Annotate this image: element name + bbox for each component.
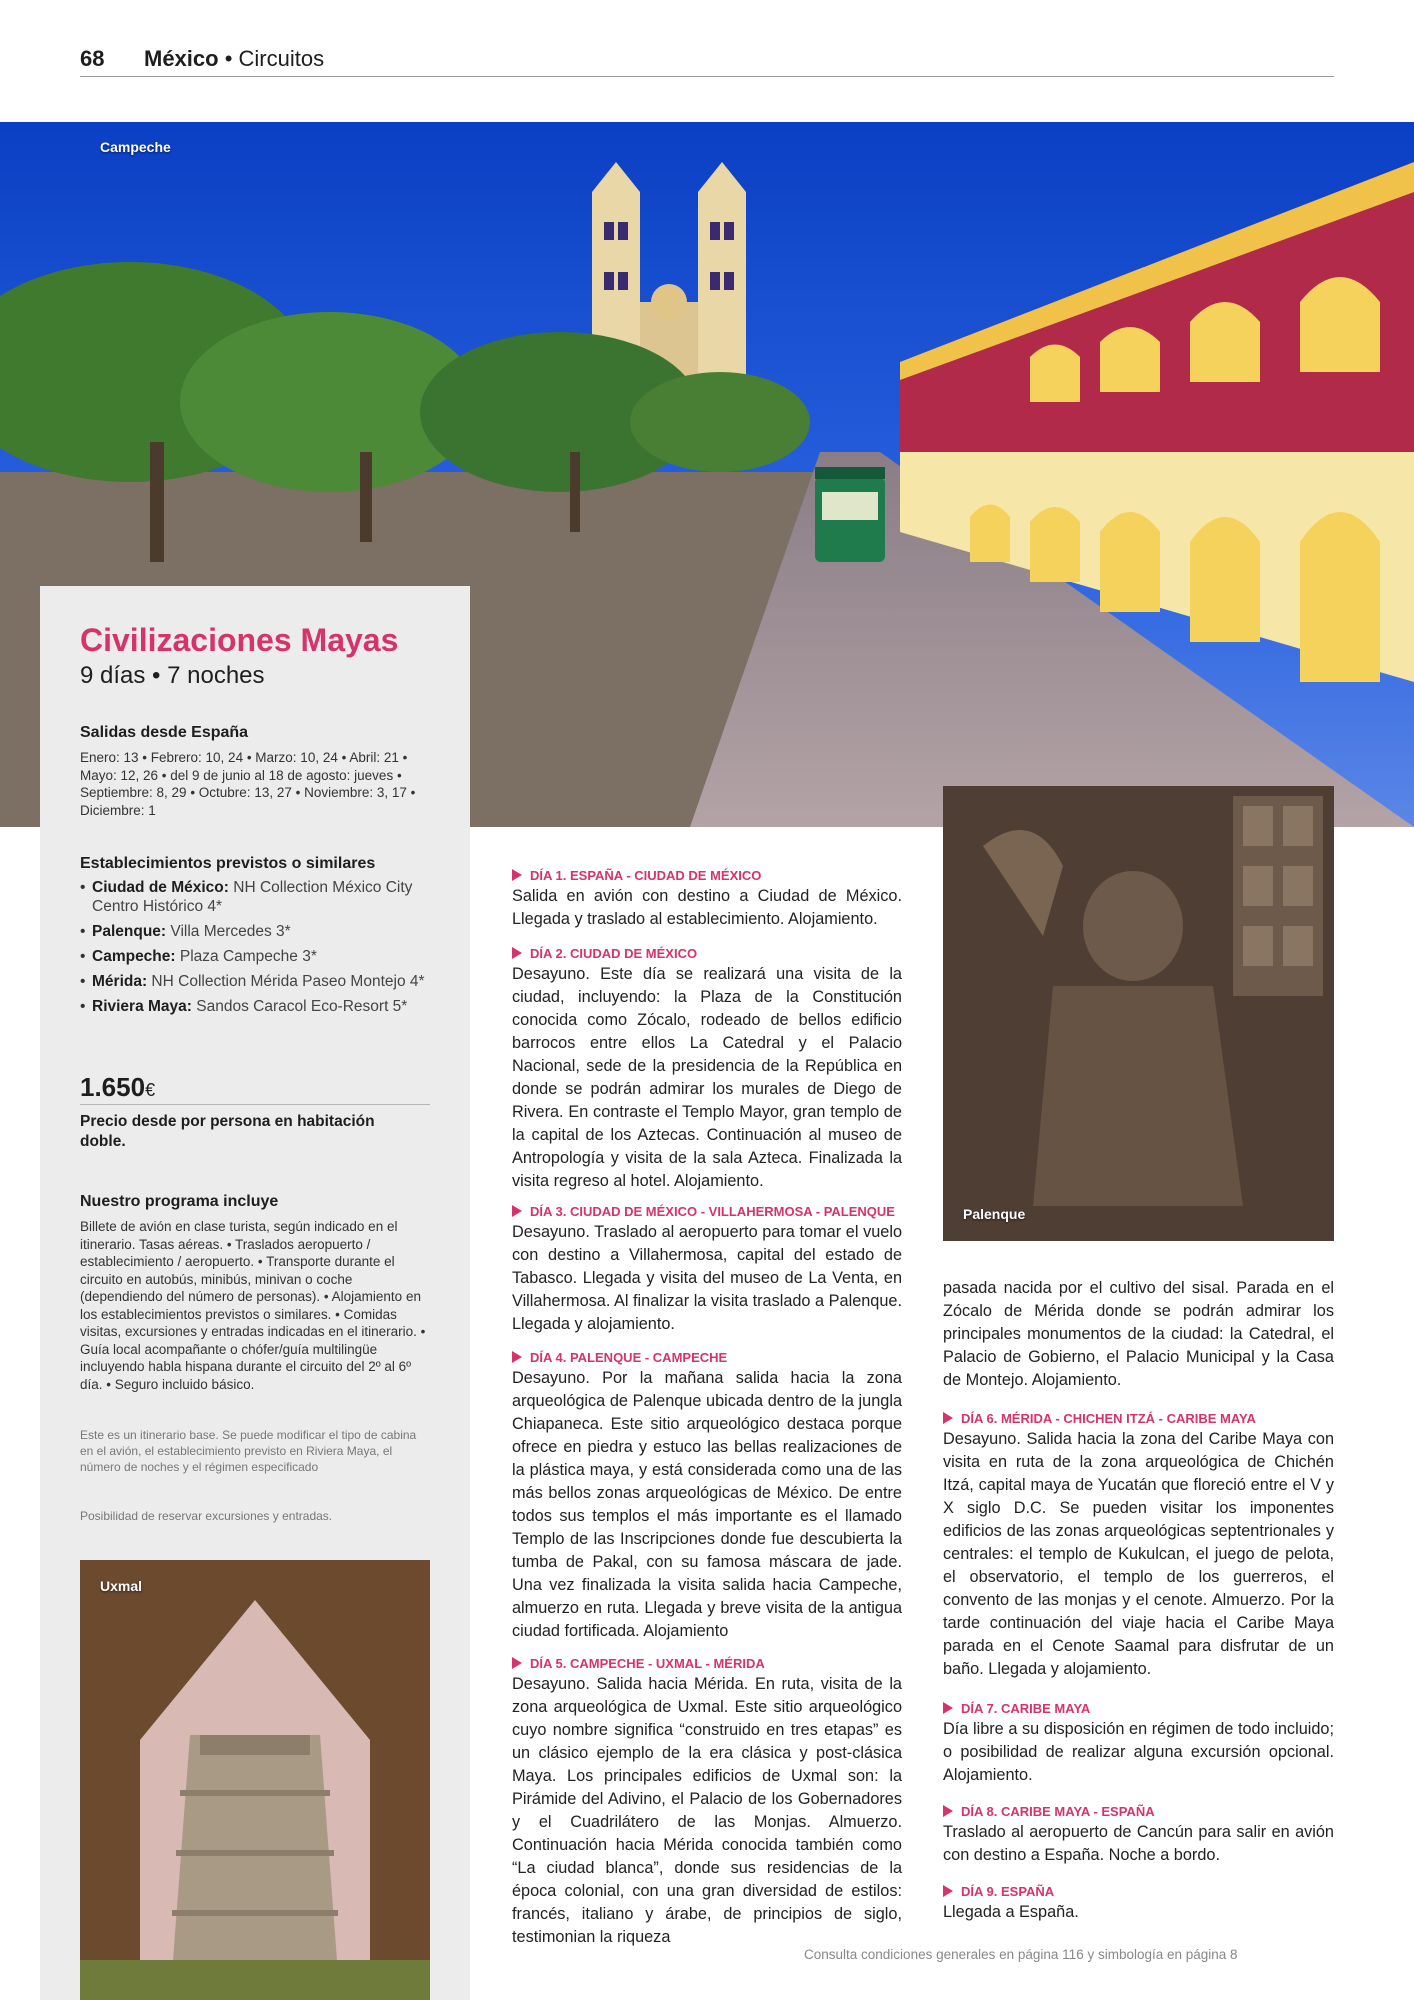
includes-text: Billete de avión en clase turista, según indicado en el itinerario. Tasas aéreas. • Traslados aeropuerto / establecimiento / aeropuerto. • Transporte durante el circuito en autobús, minibús, minivan o coche (dependiendo del número de personas). • Alojamiento en los establecimientos previstos o similares. • Comidas visitas, excursiones y entradas indicadas en el itinerario. • Guía local acompañante o chófer/guía multilingüe incluyendo habla hispana durante el circuito del 2º al 6º día. • Seguro incluido básico. [80,1219,426,1392]
uxmal-photo [80,1560,430,2000]
hotel-city: Riviera Maya: [92,998,192,1015]
excursions-note: Posibilidad de reservar excursiones y entradas. [80,1509,333,1523]
page-header [80,44,1334,77]
arrow-icon [512,947,522,959]
day-title: DÍA 1. ESPAÑA - CIUDAD DE MÉXICO [530,868,762,883]
hotel-city: Campeche: [92,948,176,965]
country-label: México [144,46,219,71]
day-text: Desayuno. Por la mañana salida hacia la zona arqueológica de Palenque ubicada dentro de la jungla Chiapaneca. Este sitio arqueológico destaca porque ofrece en piedra y estuco las bellas realizaciones de la plástica maya, y está considerada como una de las más bellos zonas arqueológicas de México. De entre todos sus templos el más importante es el llamado Templo de las Inscripciones donde fue descubierta la tumba de Pakal, con su famosa máscara de jade. Una vez finalizada la visita salida hacia Campeche, almuerzo en ruta. Llegada y breve visita de la antigua ciudad fortificada. Alojamiento [512,1369,902,1640]
hotel-item [80,947,430,966]
includes-heading: Nuestro programa incluye [80,1193,279,1210]
day-title: DÍA 8. CARIBE MAYA - ESPAÑA [961,1804,1155,1819]
day-heading [512,1656,902,1671]
page-number: 68 [80,46,105,71]
hotel-name: Plaza Campeche 3* [175,948,317,965]
day-text: Desayuno. Salida hacia Mérida. En ruta, visita de la zona arqueológica de Uxmal. Este sitio arqueológico cuyo nombre significa “construido en tres etapas” es un clásico ejemplo de la era clásica y post-clásica Maya. Los principales edificios de Uxmal son: la Pirámide del Adivino, el Palacio de los Gobernadores y el Cuadrilátero de las Monjas. Almuerzo. Continuación hacia Mérida conocida también como “La ciudad blanca”, donde sus residencias de la época colonial, con una gran diversidad de estilos: francés, italiano y árabe, de principios de siglo, testimonian la riqueza [512,1675,902,1946]
day-text: Desayuno. Este día se realizará una visita de la ciudad, incluyendo: la Plaza de la Constitución conocida como Zócalo, rodeado de bellos edificio barrocos entre ellos La Catedral y el Palacio Nacional, sede de la presidencia de la República en donde se podrán admirar los murales de Diego de Rivera. En contraste el Templo Mayor, gran templo de la capital de los Aztecas. Continuación al museo de Antropología y visita de la sala Azteca. Finalizada la visita regreso al hotel. Alojamiento. [512,965,902,1190]
arrow-icon [943,1885,953,1897]
arrow-icon [512,1351,522,1363]
day-heading [512,946,902,961]
arrow-icon [512,1657,522,1669]
day-title: DÍA 3. CIUDAD DE MÉXICO - VILLAHERMOSA - PALENQUE [530,1204,895,1219]
day-heading [512,1350,902,1365]
price-note: Precio desde por persona en habitación doble. [80,1113,375,1150]
day-text: Día libre a su disposición en régimen de todo incluido; o posibilidad de realizar alguna excursión opcional. Alojamiento. [943,1720,1334,1784]
day-title: DÍA 2. CIUDAD DE MÉXICO [530,946,698,961]
palenque-illustration [943,786,1334,1241]
day-text: Llegada a España. [943,1903,1079,1921]
day-heading [943,1804,1334,1819]
tour-title: Civilizaciones Mayas [80,622,399,658]
hotel-item [80,997,430,1016]
day-heading [943,1884,1334,1899]
arrow-icon [943,1702,953,1714]
section-label: Circuitos [238,46,325,71]
price-currency: € [145,1080,156,1100]
departures-heading: Salidas desde España [80,724,249,741]
hotels-heading: Establecimientos previstos o similares [80,855,376,872]
day-title: DÍA 6. MÉRIDA - CHICHEN ITZÁ - CARIBE MAYA [961,1411,1256,1426]
day-title: DÍA 7. CARIBE MAYA [961,1701,1091,1716]
hotel-name: Villa Mercedes 3* [166,923,291,940]
price-amount: 1.650 [80,1072,146,1102]
tour-duration: 9 días • 7 noches [80,662,265,689]
itinerary-note: Este es un itinerario base. Se puede modificar el tipo de cabina en el avión, el establecimiento previsto en Riviera Maya, el número de noches y el régimen especificado [80,1428,417,1474]
departures-text: Enero: 13 • Febrero: 10, 24 • Marzo: 10, 24 • Abril: 21 • Mayo: 12, 26 • del 9 de junio al 18 de agosto: jueves • Septiembre: 8, 29 • Octubre: 13, 27 • Noviembre: 3, 17 • Diciembre: 1 [80,750,416,818]
arrow-icon [512,869,522,881]
section-title [144,46,324,72]
day-title: DÍA 4. PALENQUE - CAMPECHE [530,1350,728,1365]
hotel-city: Palenque: [92,923,167,940]
day-heading [512,1204,902,1219]
day-title: DÍA 9. ESPAÑA [961,1884,1055,1899]
header-separator: • [218,46,239,71]
hotels-list [80,878,430,1022]
hero-caption: Campeche [100,139,171,155]
day-text-continued: pasada nacida por el cultivo del sisal. Parada en el Zócalo de Mérida donde se podrán admirar los principales monumentos de la ciudad: la Catedral, el Palacio de Gobierno, el Palacio Municipal y la Casa de Montejo. Alojamiento. [943,1279,1334,1389]
arrow-icon [943,1805,953,1817]
uxmal-caption: Uxmal [100,1578,143,1594]
tram [815,467,885,562]
arrow-icon [512,1205,522,1217]
hotel-item [80,922,430,941]
day-text: Traslado al aeropuerto de Cancún para salir en avión con destino a España. Noche a bordo. [943,1823,1334,1864]
palenque-caption: Palenque [963,1206,1026,1222]
day-text: Desayuno. Traslado al aeropuerto para tomar el vuelo con destino a Villahermosa, capital del estado de Tabasco. Llegada y visita del museo de La Venta, en Villahermosa. Al finalizar la visita traslado a Palenque. Llegada y alojamiento. [512,1223,902,1333]
arrow-icon [943,1412,953,1424]
day-text: Desayuno. Salida hacia la zona del Caribe Maya con visita en ruta de la zona arqueológica de Chichén Itzá, capital maya de Yucatán que floreció entre el V y X siglo D.C. Se pueden visitar los imponentes edificios de las zonas arqueológicas septentrionales y centrales: el templo de Kukulcan, el juego de pelota, el observatorio, el templo de los guerreros, el convento de las monjas y el cenote. Almuerzo. Por la tarde continuación del viaje hacia el Caribe Maya parada en el Cenote Saamal para disfrutar de un baño. Llegada y alojamiento. [943,1430,1334,1678]
day-heading [943,1701,1334,1716]
hotel-name: NH Collection México City Centro Histórico 4* [92,879,413,915]
hotel-name: NH Collection Mérida Paseo Montejo 4* [147,973,425,990]
hotel-item [80,972,430,991]
price [80,1072,430,1105]
footer-note: Consulta condiciones generales en página 116 y simbología en página 8 [804,1947,1238,1962]
palenque-photo [943,786,1334,1241]
hotel-city: Ciudad de México: [92,879,229,896]
day-heading [943,1411,1334,1426]
hotel-item [80,878,430,916]
day-text: Salida en avión con destino a Ciudad de México. Llegada y traslado al establecimiento. Alojamiento. [512,887,902,928]
day-title: DÍA 5. CAMPECHE - UXMAL - MÉRIDA [530,1656,765,1671]
hotel-city: Mérida: [92,973,148,990]
uxmal-illustration [80,1560,430,2000]
hotel-name: Sandos Caracol Eco-Resort 5* [191,998,408,1015]
day-heading [512,868,902,883]
